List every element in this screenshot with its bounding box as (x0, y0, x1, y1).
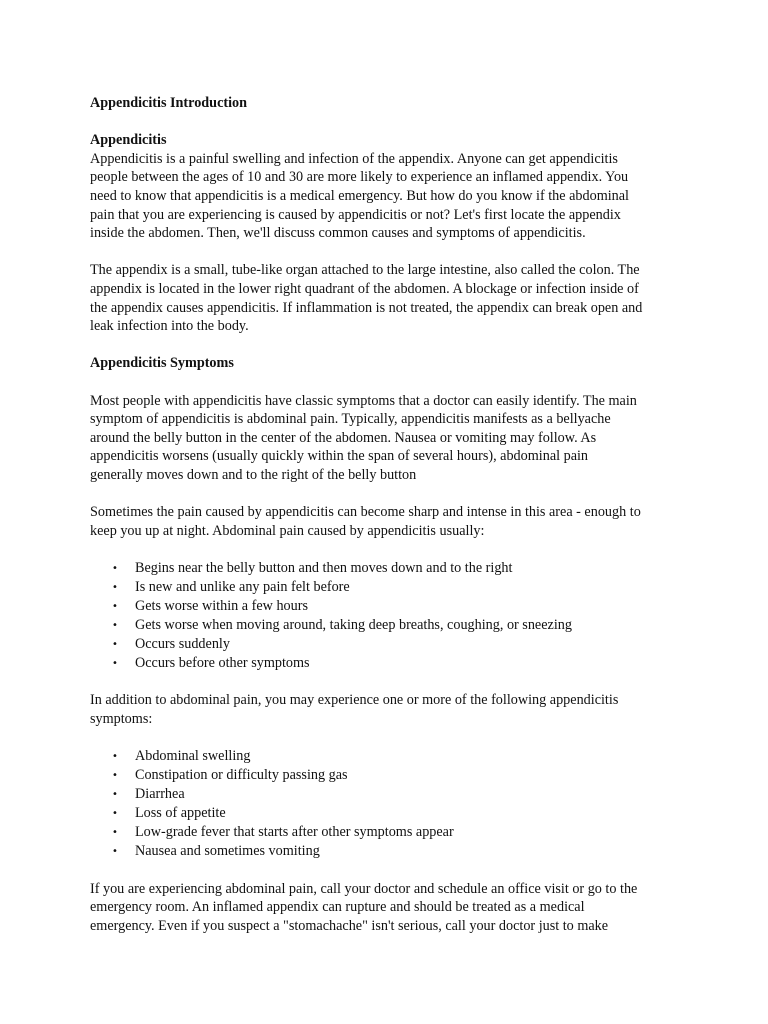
paragraph-sharp-pain (90, 503, 690, 540)
paragraph-line: If you are experiencing abdominal pain, call your doctor and schedule an office visit or go to the (90, 880, 638, 897)
list-item (90, 842, 690, 861)
list-item-text: Abdominal swelling (135, 748, 251, 765)
paragraph-line: generally moves down and to the right of the belly button (90, 466, 417, 483)
document-page (90, 94, 690, 936)
paragraph-line: appendix is located in the lower right quadrant of the abdomen. A blockage or infection inside of (90, 280, 639, 297)
paragraph-line: emergency room. An inflamed appendix can rupture and should be treated as a medical (90, 899, 585, 916)
list-item (90, 616, 690, 635)
paragraph-line: Most people with appendicitis have classic symptoms that a doctor can easily identify. The main (90, 392, 637, 409)
other-symptoms-list (90, 747, 690, 861)
list-item-text: Nausea and sometimes vomiting (135, 843, 320, 860)
paragraph-line: keep you up at night. Abdominal pain caused by appendicitis usually: (90, 522, 485, 539)
paragraph-appendix-location (90, 261, 690, 335)
list-item (90, 747, 690, 766)
paragraph-line: symptoms: (90, 711, 153, 728)
list-item (90, 654, 690, 673)
spacer (90, 729, 690, 748)
paragraph-line: leak infection into the body. (90, 318, 249, 335)
spacer (90, 673, 690, 692)
bullet-icon: • (112, 657, 118, 669)
list-item (90, 635, 690, 654)
spacer (90, 243, 690, 262)
bullet-icon: • (112, 600, 118, 612)
paragraph-line: the appendix causes appendicitis. If inflammation is not treated, the appendix can break open and (90, 299, 643, 316)
paragraph-line: appendicitis worsens (usually quickly within the span of several hours), abdominal pain (90, 448, 589, 465)
paragraph-classic-symptoms (90, 392, 690, 485)
section-heading-appendicitis: Appendicitis (90, 132, 167, 149)
list-item (90, 766, 690, 785)
list-item-text: Occurs before other symptoms (135, 654, 310, 671)
list-item (90, 578, 690, 597)
bullet-icon: • (112, 808, 118, 820)
paragraph-line: Appendicitis is a painful swelling and infection of the appendix. Anyone can get appendicitis (90, 150, 618, 167)
bullet-icon: • (112, 770, 118, 782)
paragraph-line: In addition to abdominal pain, you may experience one or more of the following appendicitis (90, 692, 619, 709)
paragraph-line: inside the abdomen. Then, we'll discuss common causes and symptoms of appendicitis. (90, 225, 586, 242)
list-item-text: Constipation or difficulty passing gas (135, 767, 348, 784)
paragraph-line: need to know that appendicitis is a medical emergency. But how do you know if the abdominal (90, 187, 629, 204)
paragraph-additional-symptoms (90, 691, 690, 728)
paragraph-line: pain that you are experiencing is caused by appendicitis or not? Let's first locate the appendix (90, 206, 621, 223)
list-item (90, 559, 690, 578)
document-title: Appendicitis Introduction (90, 95, 248, 111)
list-item-text: Gets worse within a few hours (135, 597, 308, 614)
paragraph-line: emergency. Even if you suspect a "stomachache" isn't serious, call your doctor just to make (90, 918, 609, 934)
list-item-text: Occurs suddenly (135, 635, 230, 652)
paragraph-line: The appendix is a small, tube-like organ attached to the large intestine, also called the colon. The (90, 262, 640, 279)
bullet-icon: • (112, 581, 118, 593)
list-item (90, 823, 690, 842)
pain-characteristics-list (90, 559, 690, 673)
spacer (90, 861, 690, 880)
spacer (90, 540, 690, 559)
bullet-icon: • (112, 789, 118, 801)
bullet-icon: • (112, 638, 118, 650)
list-item-text: Begins near the belly button and then moves down and to the right (135, 559, 513, 576)
paragraph-call-doctor (90, 880, 690, 936)
paragraph-line: around the belly button in the center of the abdomen. Nausea or vomiting may follow. As (90, 429, 597, 446)
spacer (90, 113, 690, 132)
list-item-text: Low-grade fever that starts after other symptoms appear (135, 824, 454, 841)
bullet-icon: • (112, 846, 118, 858)
spacer (90, 336, 690, 355)
paragraph-line: Sometimes the pain caused by appendicitis can become sharp and intense in this area - enough to (90, 504, 641, 521)
bullet-icon: • (112, 619, 118, 631)
list-item-text: Gets worse when moving around, taking deep breaths, coughing, or sneezing (135, 616, 572, 633)
section-heading-symptoms: Appendicitis Symptoms (90, 355, 234, 372)
paragraph-intro (90, 150, 690, 243)
paragraph-line: people between the ages of 10 and 30 are more likely to experience an inflamed appendix. You (90, 169, 629, 186)
bullet-icon: • (112, 827, 118, 839)
list-item (90, 597, 690, 616)
spacer (90, 373, 690, 392)
bullet-icon: • (112, 562, 118, 574)
spacer (90, 484, 690, 503)
list-item-text: Diarrhea (135, 786, 185, 803)
bullet-icon: • (112, 751, 118, 763)
list-item (90, 804, 690, 823)
list-item-text: Is new and unlike any pain felt before (135, 578, 350, 595)
list-item-text: Loss of appetite (135, 805, 226, 822)
list-item (90, 785, 690, 804)
paragraph-line: symptom of appendicitis is abdominal pain. Typically, appendicitis manifests as a bellyache (90, 411, 611, 428)
